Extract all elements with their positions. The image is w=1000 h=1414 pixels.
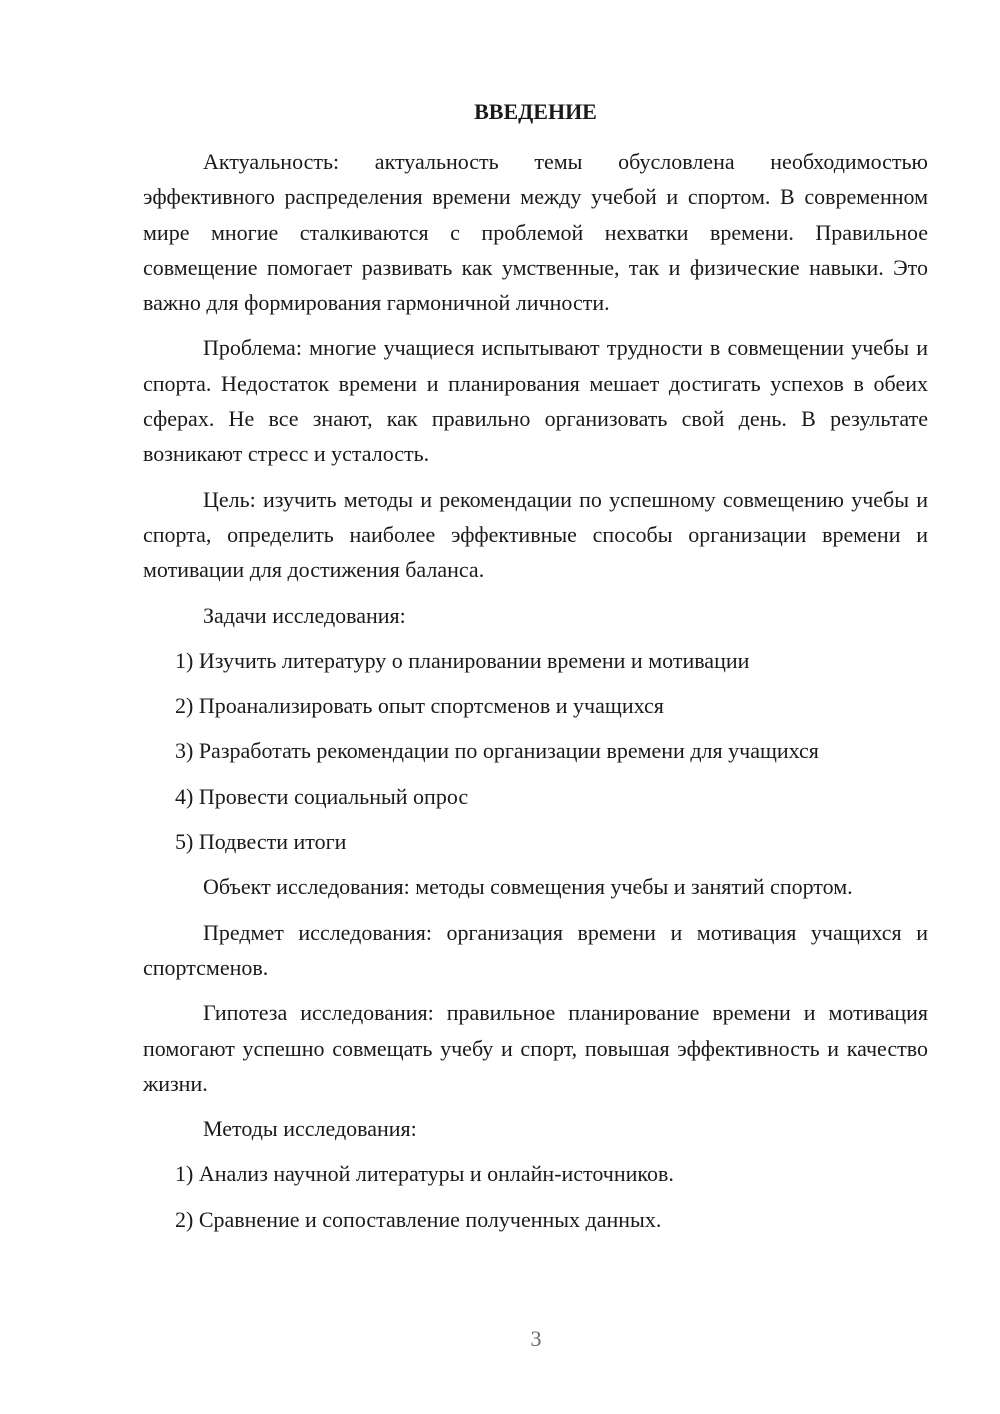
methods-heading: Методы исследования: [203, 1116, 417, 1142]
tasks-heading: Задачи исследования: [203, 602, 406, 628]
problem-paragraph: Проблема: многие учащиеся испытывают трудности в совмещении учебы и спорта. Недостаток времени и планирования мешает достигать успехов в обеих сферах. Не все знают, как правильно организовать свой день. В результате возникают стресс и усталость. [143, 335, 928, 467]
subject-paragraph: Предмет исследования: организация времени и мотивация учащихся и спортсменов. [143, 919, 928, 980]
relevance-paragraph: Актуальность: актуальность темы обусловлена необходимостью эффективного распределения времени между учебой и спортом. В современном мире многие сталкиваются с проблемой нехватки времени. Правильное совмещение помогает развивать как умственные, так и физические навыки. Это важно для формирования гармоничной личности. [143, 149, 928, 316]
method-item: 2) Сравнение и сопоставление полученных данных. [175, 1206, 662, 1232]
goal-paragraph: Цель: изучить методы и рекомендации по успешному совмещению учебы и спорта, определить наиболее эффективные способы организации времени и мотивации для достижения баланса. [143, 486, 928, 583]
hypothesis-paragraph: Гипотеза исследования: правильное планирование времени и мотивация помогают успешно совмещать учебу и спорт, повышая эффективность и качество жизни. [143, 1000, 928, 1096]
methods-list [143, 1156, 928, 1237]
page-number: 3 [530, 1326, 542, 1351]
method-item: 1) Анализ научной литературы и онлайн-источников. [175, 1161, 674, 1187]
task-item: 5) Подвести итоги [175, 829, 347, 855]
page-title: ВВЕДЕНИЕ [474, 99, 597, 124]
task-item: 1) Изучить литературу о планировании времени и мотивации [175, 647, 750, 673]
tasks-list [143, 643, 928, 859]
task-item: 2) Проанализировать опыт спортсменов и учащихся [175, 693, 664, 719]
page-content [143, 94, 928, 1247]
task-item: 3) Разработать рекомендации по организации времени для учащихся [175, 738, 819, 764]
task-item: 4) Провести социальный опрос [175, 783, 469, 809]
object-paragraph: Объект исследования: методы совмещения учебы и занятий спортом. [203, 874, 853, 900]
